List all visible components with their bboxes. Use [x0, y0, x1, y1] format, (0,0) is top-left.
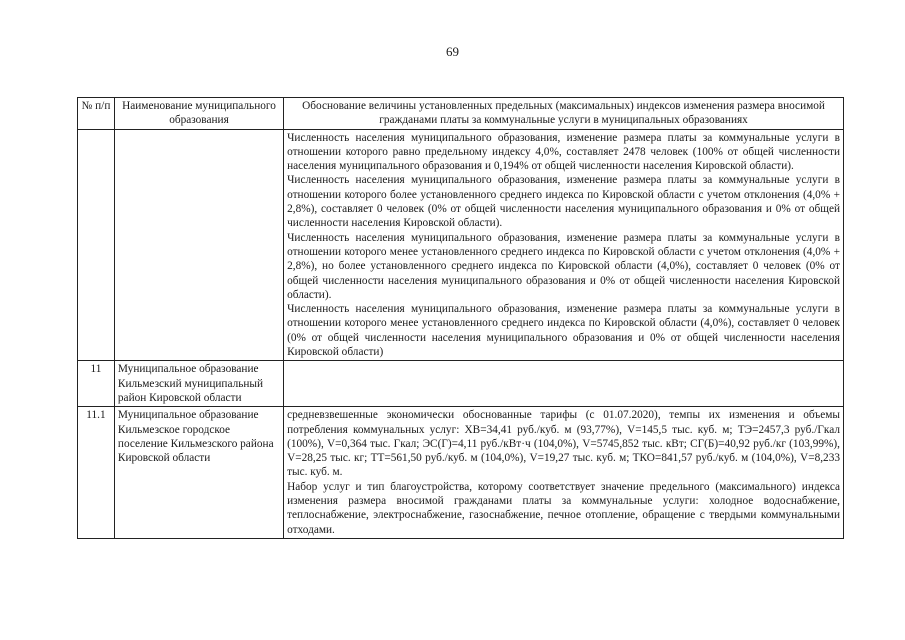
table-row: [78, 129, 844, 361]
row-municipality: [114, 129, 283, 361]
page-number: 69: [446, 44, 459, 59]
row-justification: [284, 407, 844, 539]
row-municipality: Муниципальное образование Кильмезский муниципальный район Кировской области: [114, 361, 283, 407]
justification-paragraph: средневзвешенные экономически обоснованные тарифы (с 01.07.2020), темпы их изменения и объемы потребления коммунальных услуг: ХВ=34,41 руб./куб. м (93,77%), V=145,5 тыс. куб. м; ТЭ=2457,3 руб./Гкал (100%), V=0,364 тыс. Гкал; ЭС(Г)=4,11 руб./кВт·ч (104,0%), V=5745,852 тыс. кВт; СГ(Б)=40,92 руб./кг (103,99%), V=28,25 тыс. кг; ТТ=561,50 руб./куб. м (104,0%), V=19,27 тыс. куб. м; ТКО=841,57 руб./куб. м (104,0%), V=8,233 тыс. куб. м.: [287, 409, 840, 479]
header-municipality: Наименование муниципального образования: [114, 98, 283, 130]
justification-paragraph: Численность населения муниципального образования, изменение размера платы за коммунальные услуги в отношении которого равно предельному индексу 4,0%, составляет 2478 человек (100% от общей численности населения муниципального образования и 0,194% от общей численности населения Кировской области).: [287, 131, 840, 173]
justification-paragraph: Численность населения муниципального образования, изменение размера платы за коммунальные услуги в отношении которого более установленного среднего индекса по Кировской области с учетом отклонения (4,0% + 2,8%), составляет 0 человек (0% от общей численности населения муниципального образования и 0% от общей численности населения Кировской области).: [287, 174, 840, 230]
row-number: 11: [78, 361, 115, 407]
document-table: [77, 97, 844, 539]
table-header-row: [78, 98, 844, 130]
row-number: 11.1: [78, 407, 115, 539]
header-justification: Обоснование величины установленных предельных (максимальных) индексов изменения размера вносимой гражданами платы за коммунальные услуги в муниципальных образованиях: [284, 98, 844, 130]
row-justification: [284, 129, 844, 361]
justification-paragraph: Набор услуг и тип благоустройства, которому соответствует значение предельного (максимального) индекса изменения размера вносимой гражданами платы за коммунальные услуги: холодное водоснабжение, теплоснабжение, электроснабжение, газоснабжение, печное отопление, обращение с твердыми коммунальными отходами.: [287, 480, 840, 536]
table-row: [78, 361, 844, 407]
header-number: № п/п: [78, 98, 115, 130]
row-number: [78, 129, 115, 361]
justification-paragraph: Численность населения муниципального образования, изменение размера платы за коммунальные услуги в отношении которого менее установленного среднего индекса по Кировской области (4,0%), составляет 0 человек (0% от общей численности населения муниципального образования и 0% от общей численности населения Кировской области): [287, 303, 840, 359]
justification-paragraph: Численность населения муниципального образования, изменение размера платы за коммунальные услуги в отношении которого менее установленного среднего индекса по Кировской области с учетом отклонения (4,0% + 2,8%), но более установленного среднего индекса по Кировской области (4,0%), составляет 0 человек (0% от общей численности населения муниципального образования и 0% от общей численности населения Кировской области).: [287, 231, 840, 301]
row-justification: [284, 361, 844, 407]
table-row: [78, 407, 844, 539]
row-municipality: Муниципальное образование Кильмезское городское поселение Кильмезского района Кировской области: [114, 407, 283, 539]
